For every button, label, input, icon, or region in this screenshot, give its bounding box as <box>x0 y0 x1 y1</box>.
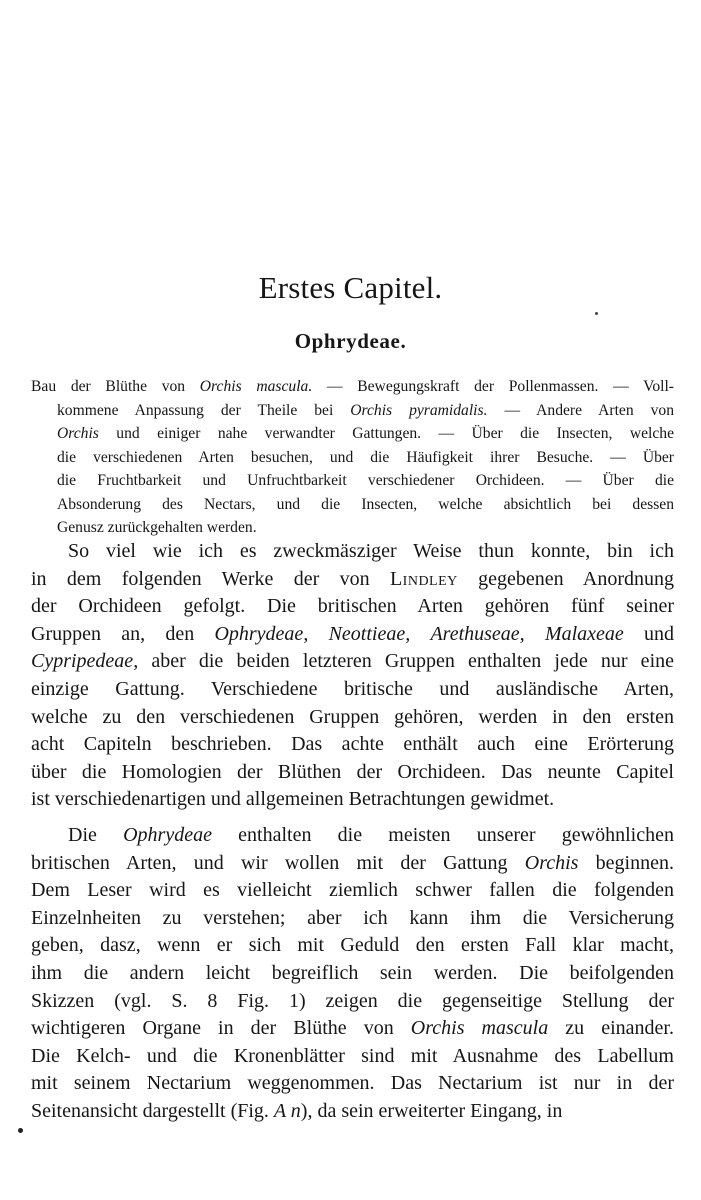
chapter-title: Erstes Capitel. <box>258 270 443 305</box>
italic-run: Neottieae, <box>328 622 411 645</box>
text-line <box>31 422 674 446</box>
text-run: wichtigeren Organe in der Blüthe von <box>31 1017 411 1040</box>
text-run: Absonderung des Nectars, und die Insecten, welche absichtlich bei dessen <box>57 495 674 513</box>
text-run: kommene Anpassung der Theile bei <box>57 401 351 419</box>
text-run: — Bewegungskraft der Pollenmassen. — Voll- <box>312 378 674 395</box>
text-run: einzige Gattung. Verschiedene britische und ausländische Arten, <box>31 677 674 700</box>
text-line <box>31 375 674 399</box>
text-run: Dem Leser wird es vielleicht ziemlich schwer fallen die folgenden <box>31 879 674 902</box>
text-run: Die Kelch- und die Kronenblätter sind mit Ausnahme des Labellum <box>31 1044 674 1067</box>
text-run: Seitenansicht dargestellt (Fig. <box>31 1099 274 1122</box>
text-run: So viel wie ich es zweckmäsziger Weise thun konnte, bin ich <box>68 540 674 562</box>
text-run: zu einander. <box>548 1017 674 1040</box>
text-line <box>31 1098 674 1126</box>
text-run: über die Homologien der Blüthen der Orchideen. Das neunte Capitel <box>31 760 674 783</box>
text-run: Genusz zurückgehalten werden. <box>57 519 257 536</box>
text-line <box>31 538 674 566</box>
ink-speck <box>595 312 598 315</box>
text-run: Gruppen an, den <box>31 622 215 645</box>
text-line <box>31 593 674 621</box>
text-run: in dem folgenden Werke der von <box>31 567 390 590</box>
margin-bullet <box>18 1128 23 1133</box>
text-line <box>31 759 674 787</box>
text-run <box>525 623 545 645</box>
text-line <box>31 516 674 540</box>
italic-run: Orchis mascula <box>410 1017 549 1040</box>
text-run: britischen Arten, und wir wollen mit der Gattung <box>31 851 525 874</box>
text-run: , <box>303 622 329 645</box>
text-run: mit seinem Nectarium weggenommen. Das Nectarium ist nur in der <box>31 1072 674 1095</box>
small-caps-name: Lindley <box>389 567 458 590</box>
text-run: welche zu den verschiedenen Gruppen gehören, werden in den ersten <box>31 705 674 728</box>
text-run: gegebenen Anordnung <box>457 567 674 590</box>
text-run: die verschiedenen Arten besuchen, und die Häufigkeit ihrer Besuche. — Über <box>57 448 674 466</box>
text-line <box>31 786 674 814</box>
text-run: die Fruchtbarkeit und Unfruchtbarkeit verschiedener Orchideen. — Über die <box>57 472 674 489</box>
text-line <box>31 621 674 649</box>
text-run: aber die beiden letzteren Gruppen enthalten jede nur eine <box>138 650 674 673</box>
text-line <box>31 960 674 988</box>
italic-run: Orchis pyramidalis. <box>350 401 488 419</box>
italic-run: Cypripedeae, <box>31 650 139 673</box>
text-run: Skizzen (vgl. S. 8 Fig. 1) zeigen die gegenseitige Stellung der <box>31 989 674 1012</box>
text-run <box>410 623 430 645</box>
text-line <box>31 822 674 850</box>
italic-run: Orchis <box>524 851 579 874</box>
text-line <box>31 566 674 594</box>
text-run: ist verschiedenartigen und allgemeinen Betrachtungen gewidmet. <box>31 788 555 811</box>
italic-run: Orchis <box>57 425 99 442</box>
text-run: beginnen. <box>578 851 674 874</box>
text-line <box>31 469 674 493</box>
italic-run: Ophrydeae <box>123 824 212 846</box>
text-line <box>31 877 674 905</box>
text-line <box>31 399 674 423</box>
text-line <box>31 704 674 732</box>
italic-run: Malaxeae <box>544 622 624 645</box>
italic-run: Ophrydeae <box>214 622 304 645</box>
text-line <box>31 850 674 878</box>
text-line <box>31 1043 674 1071</box>
italic-run: A n <box>273 1099 301 1122</box>
text-line <box>31 988 674 1016</box>
italic-run: Arethuseae, <box>430 622 525 645</box>
italic-run: Orchis mascula. <box>199 378 313 395</box>
section-title: Ophrydeae. <box>294 329 407 353</box>
text-run: — Andere Arten von <box>487 401 674 419</box>
text-line <box>31 731 674 759</box>
text-line <box>31 648 674 676</box>
text-run: Die <box>68 824 124 846</box>
text-run: der Orchideen gefolgt. Die britischen Arten gehören fünf seiner <box>31 595 674 618</box>
text-run: ), da sein erweiterter Eingang, in <box>300 1099 563 1122</box>
chapter-summary <box>31 375 674 540</box>
paragraph-1 <box>31 538 674 814</box>
paragraph-2 <box>31 822 674 1126</box>
text-line <box>31 1015 674 1043</box>
text-line <box>31 676 674 704</box>
text-run: Einzelnheiten zu verstehen; aber ich kann ihm die Versicherung <box>31 906 674 929</box>
text-run: enthalten die meisten unserer gewöhnlichen <box>211 824 674 846</box>
text-run: und einiger nahe verwandter Gattungen. — Über die Insecten, welche <box>98 425 674 442</box>
text-line <box>31 932 674 960</box>
text-run: geben, dasz, wenn er sich mit Geduld den ersten Fall klar macht, <box>31 934 674 957</box>
text-line <box>31 1070 674 1098</box>
text-run: ihm die andern leicht begreiflich sein werden. Die beifolgenden <box>31 961 674 984</box>
text-run: und <box>623 622 675 645</box>
text-line <box>31 446 674 470</box>
text-line <box>31 905 674 933</box>
text-run: Bau der Blüthe von <box>31 378 200 395</box>
text-run: acht Capiteln beschrieben. Das achte enthält auch eine Erörterung <box>31 733 674 756</box>
text-line <box>31 493 674 517</box>
